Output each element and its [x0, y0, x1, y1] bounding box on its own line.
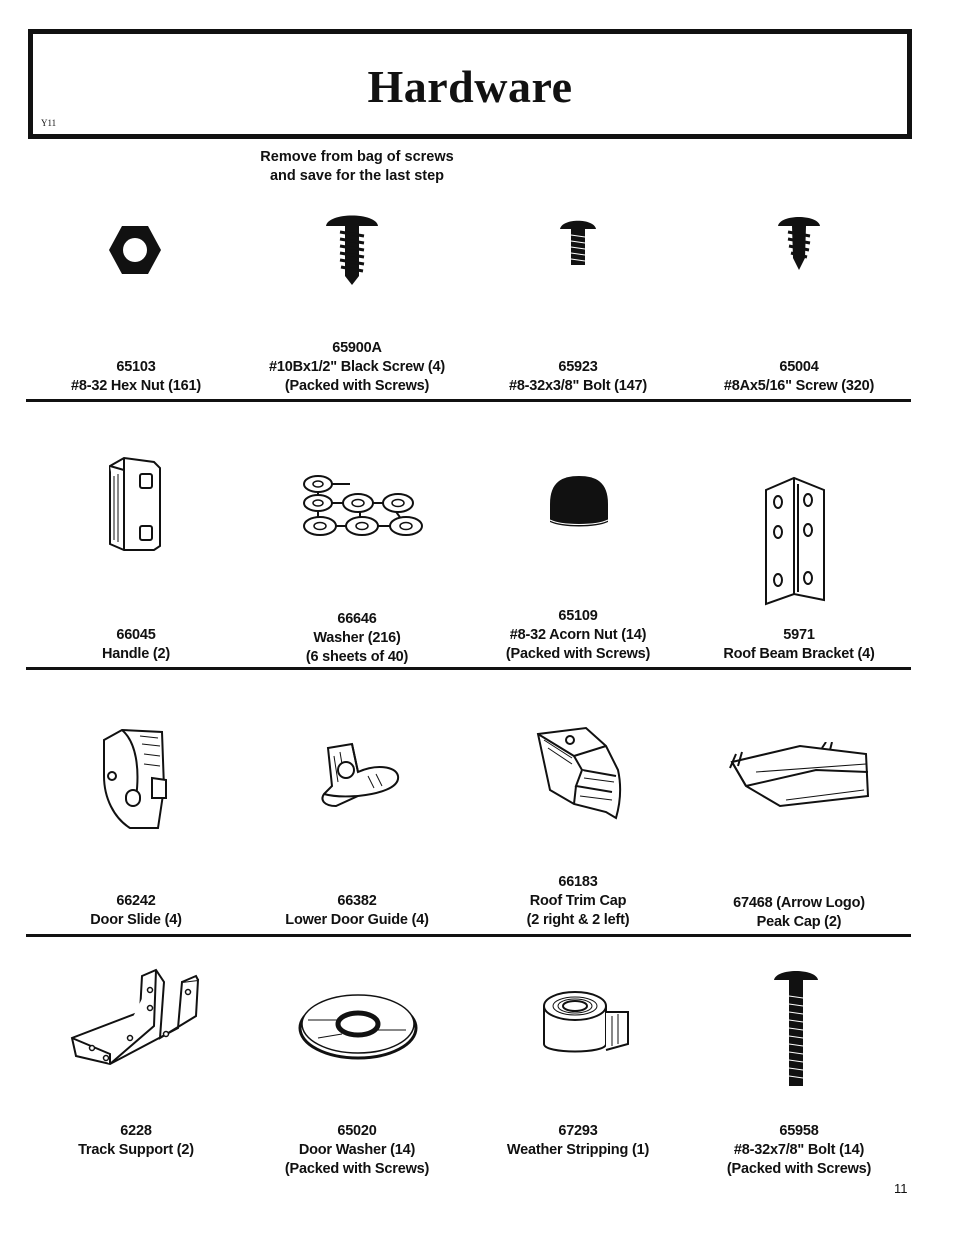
- row-divider: [26, 934, 911, 937]
- part-note: (6 sheets of 40): [305, 649, 409, 665]
- part-description: Weather Stripping (1): [506, 1142, 650, 1158]
- part-note: (Packed with Screws): [726, 1161, 872, 1177]
- door-washer-icon: [298, 990, 418, 1065]
- part-number: 66183: [558, 874, 598, 890]
- part-description: Roof Beam Bracket (4): [723, 646, 875, 662]
- item-caption: [679, 626, 919, 664]
- screw-icon: [776, 212, 822, 277]
- part-description: Door Slide (4): [90, 912, 182, 928]
- item-caption: [458, 873, 698, 930]
- row-divider: [26, 667, 911, 670]
- part-note: (2 right & 2 left): [526, 912, 630, 928]
- part-number: 65900A: [332, 340, 382, 356]
- long-bolt-icon: [772, 966, 820, 1093]
- part-note: (Packed with Screws): [505, 646, 651, 662]
- door-slide-icon: [100, 728, 172, 837]
- item-caption: [16, 626, 256, 664]
- save-note: [232, 148, 482, 186]
- part-number: 5971: [783, 627, 815, 643]
- part-description: #8-32 Acorn Nut (14): [509, 627, 647, 643]
- part-number: 66045: [116, 627, 156, 643]
- part-description: #8-32 Hex Nut (161): [71, 378, 201, 394]
- part-description: Door Washer (14): [298, 1142, 416, 1158]
- part-number: 65103: [116, 359, 156, 375]
- page-title: Hardware: [367, 61, 573, 112]
- note-line-2: and save for the last step: [269, 168, 445, 184]
- roof-beam-bracket-icon: [762, 476, 828, 611]
- item-caption: [237, 892, 477, 930]
- part-description: #8-32x3/8" Bolt (147): [508, 378, 648, 394]
- part-description: Washer (216): [313, 630, 401, 646]
- part-note: (Packed with Screws): [284, 378, 430, 394]
- item-caption: [679, 358, 919, 396]
- part-number: 65020: [337, 1123, 377, 1139]
- peak-cap-icon: [726, 742, 872, 815]
- part-number: 67293: [558, 1123, 598, 1139]
- part-description: Handle (2): [101, 646, 171, 662]
- item-caption: [16, 358, 256, 396]
- part-description: Track Support (2): [78, 1142, 194, 1158]
- hex-nut-icon: [108, 224, 162, 281]
- title-box: [28, 29, 912, 139]
- page-number: 11: [894, 1181, 908, 1196]
- part-number: 66382: [337, 893, 377, 909]
- short-bolt-icon: [558, 216, 598, 273]
- part-number: 66646: [337, 611, 377, 627]
- part-number: 66242: [116, 893, 156, 909]
- note-line-1: Remove from bag of screws: [260, 149, 454, 165]
- part-number: 6228: [120, 1123, 152, 1139]
- item-caption: [458, 1122, 698, 1160]
- part-number: 65923: [558, 359, 598, 375]
- part-number: 67468 (Arrow Logo): [733, 895, 865, 911]
- doc-code: Y11: [41, 118, 57, 128]
- row-divider: [26, 399, 911, 402]
- black-screw-icon: [324, 208, 380, 293]
- roof-trim-cap-icon: [536, 726, 630, 827]
- part-description: #8Ax5/16" Screw (320): [723, 378, 875, 394]
- part-note: (Packed with Screws): [284, 1161, 430, 1177]
- part-description: Peak Cap (2): [756, 914, 842, 930]
- part-number: 65004: [779, 359, 819, 375]
- handle-icon: [104, 456, 164, 557]
- part-description: Roof Trim Cap: [529, 893, 627, 909]
- item-caption: [458, 358, 698, 396]
- washer-sheet-icon: [298, 472, 432, 547]
- item-caption: [16, 892, 256, 930]
- item-caption: [679, 894, 919, 932]
- weather-stripping-icon: [538, 986, 632, 1065]
- item-caption: [458, 607, 698, 664]
- track-support-icon: [70, 968, 202, 1087]
- item-caption: [679, 1122, 919, 1179]
- part-description: #8-32x7/8" Bolt (14): [733, 1142, 865, 1158]
- part-number: 65109: [558, 608, 598, 624]
- item-caption: [237, 339, 477, 396]
- acorn-nut-icon: [546, 474, 612, 535]
- part-description: Lower Door Guide (4): [285, 912, 429, 928]
- item-caption: [237, 610, 477, 667]
- item-caption: [237, 1122, 477, 1179]
- part-description: #10Bx1/2" Black Screw (4): [269, 359, 445, 375]
- part-number: 65958: [779, 1123, 819, 1139]
- lower-door-guide-icon: [318, 742, 402, 815]
- item-caption: [16, 1122, 256, 1160]
